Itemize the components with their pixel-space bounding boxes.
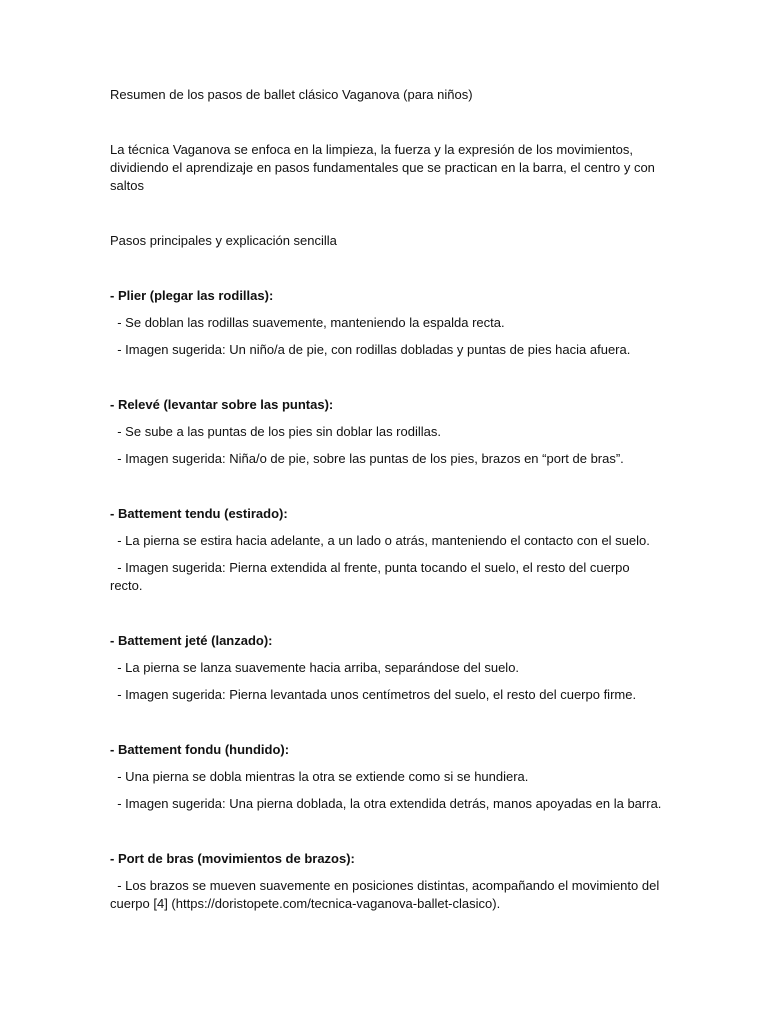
step-description: - Los brazos se mueven suavemente en posiciones distintas, acompañando el movimiento del cuerpo [4] (https://doristopete.com/tecnica-vaganova-ballet-clasico). [110, 878, 660, 911]
step-image-suggestion: - Imagen sugerida: Un niño/a de pie, con rodillas dobladas y puntas de pies hacia afuera. [117, 342, 631, 357]
step-image-suggestion: - Imagen sugerida: Una pierna doblada, la otra extendida detrás, manos apoyadas en la barra. [117, 796, 662, 811]
step-image-suggestion: - Imagen sugerida: Niña/o de pie, sobre las puntas de los pies, brazos en “port de bras”. [117, 451, 624, 466]
step-plier [110, 287, 662, 359]
section-subheading: Pasos principales y explicación sencilla [110, 233, 337, 248]
document-title: Resumen de los pasos de ballet clásico Vaganova (para niños) [110, 87, 473, 102]
intro-paragraph: La técnica Vaganova se enfoca en la limpieza, la fuerza y la expresión de los movimientos, dividiendo el aprendizaje en pasos fundamentales que se practican en la barra, el centro y con saltos [110, 142, 655, 193]
step-description: - La pierna se lanza suavemente hacia arriba, separándose del suelo. [117, 660, 520, 675]
step-image-suggestion: - Imagen sugerida: Pierna extendida al frente, punta tocando el suelo, el resto del cuerpo recto. [110, 560, 630, 593]
step-title: - Battement jeté (lanzado): [110, 633, 273, 648]
step-title: - Relevé (levantar sobre las puntas): [110, 397, 334, 412]
step-battement-fondu [110, 741, 662, 813]
document-body [110, 86, 662, 913]
step-description: - Una pierna se dobla mientras la otra se extiende como si se hundiera. [117, 769, 529, 784]
step-title: - Battement fondu (hundido): [110, 742, 290, 757]
step-battement-tendu [110, 505, 662, 595]
step-description: - Se sube a las puntas de los pies sin doblar las rodillas. [117, 424, 441, 439]
step-title: - Port de bras (movimientos de brazos): [110, 851, 355, 866]
step-description: - La pierna se estira hacia adelante, a un lado o atrás, manteniendo el contacto con el suelo. [117, 533, 650, 548]
step-title: - Battement tendu (estirado): [110, 506, 288, 521]
step-title: - Plier (plegar las rodillas): [110, 288, 274, 303]
step-port-de-bras [110, 850, 662, 913]
step-releve [110, 396, 662, 468]
step-description: - Se doblan las rodillas suavemente, manteniendo la espalda recta. [117, 315, 505, 330]
step-battement-jete [110, 632, 662, 704]
step-image-suggestion: - Imagen sugerida: Pierna levantada unos centímetros del suelo, el resto del cuerpo firme. [117, 687, 637, 702]
